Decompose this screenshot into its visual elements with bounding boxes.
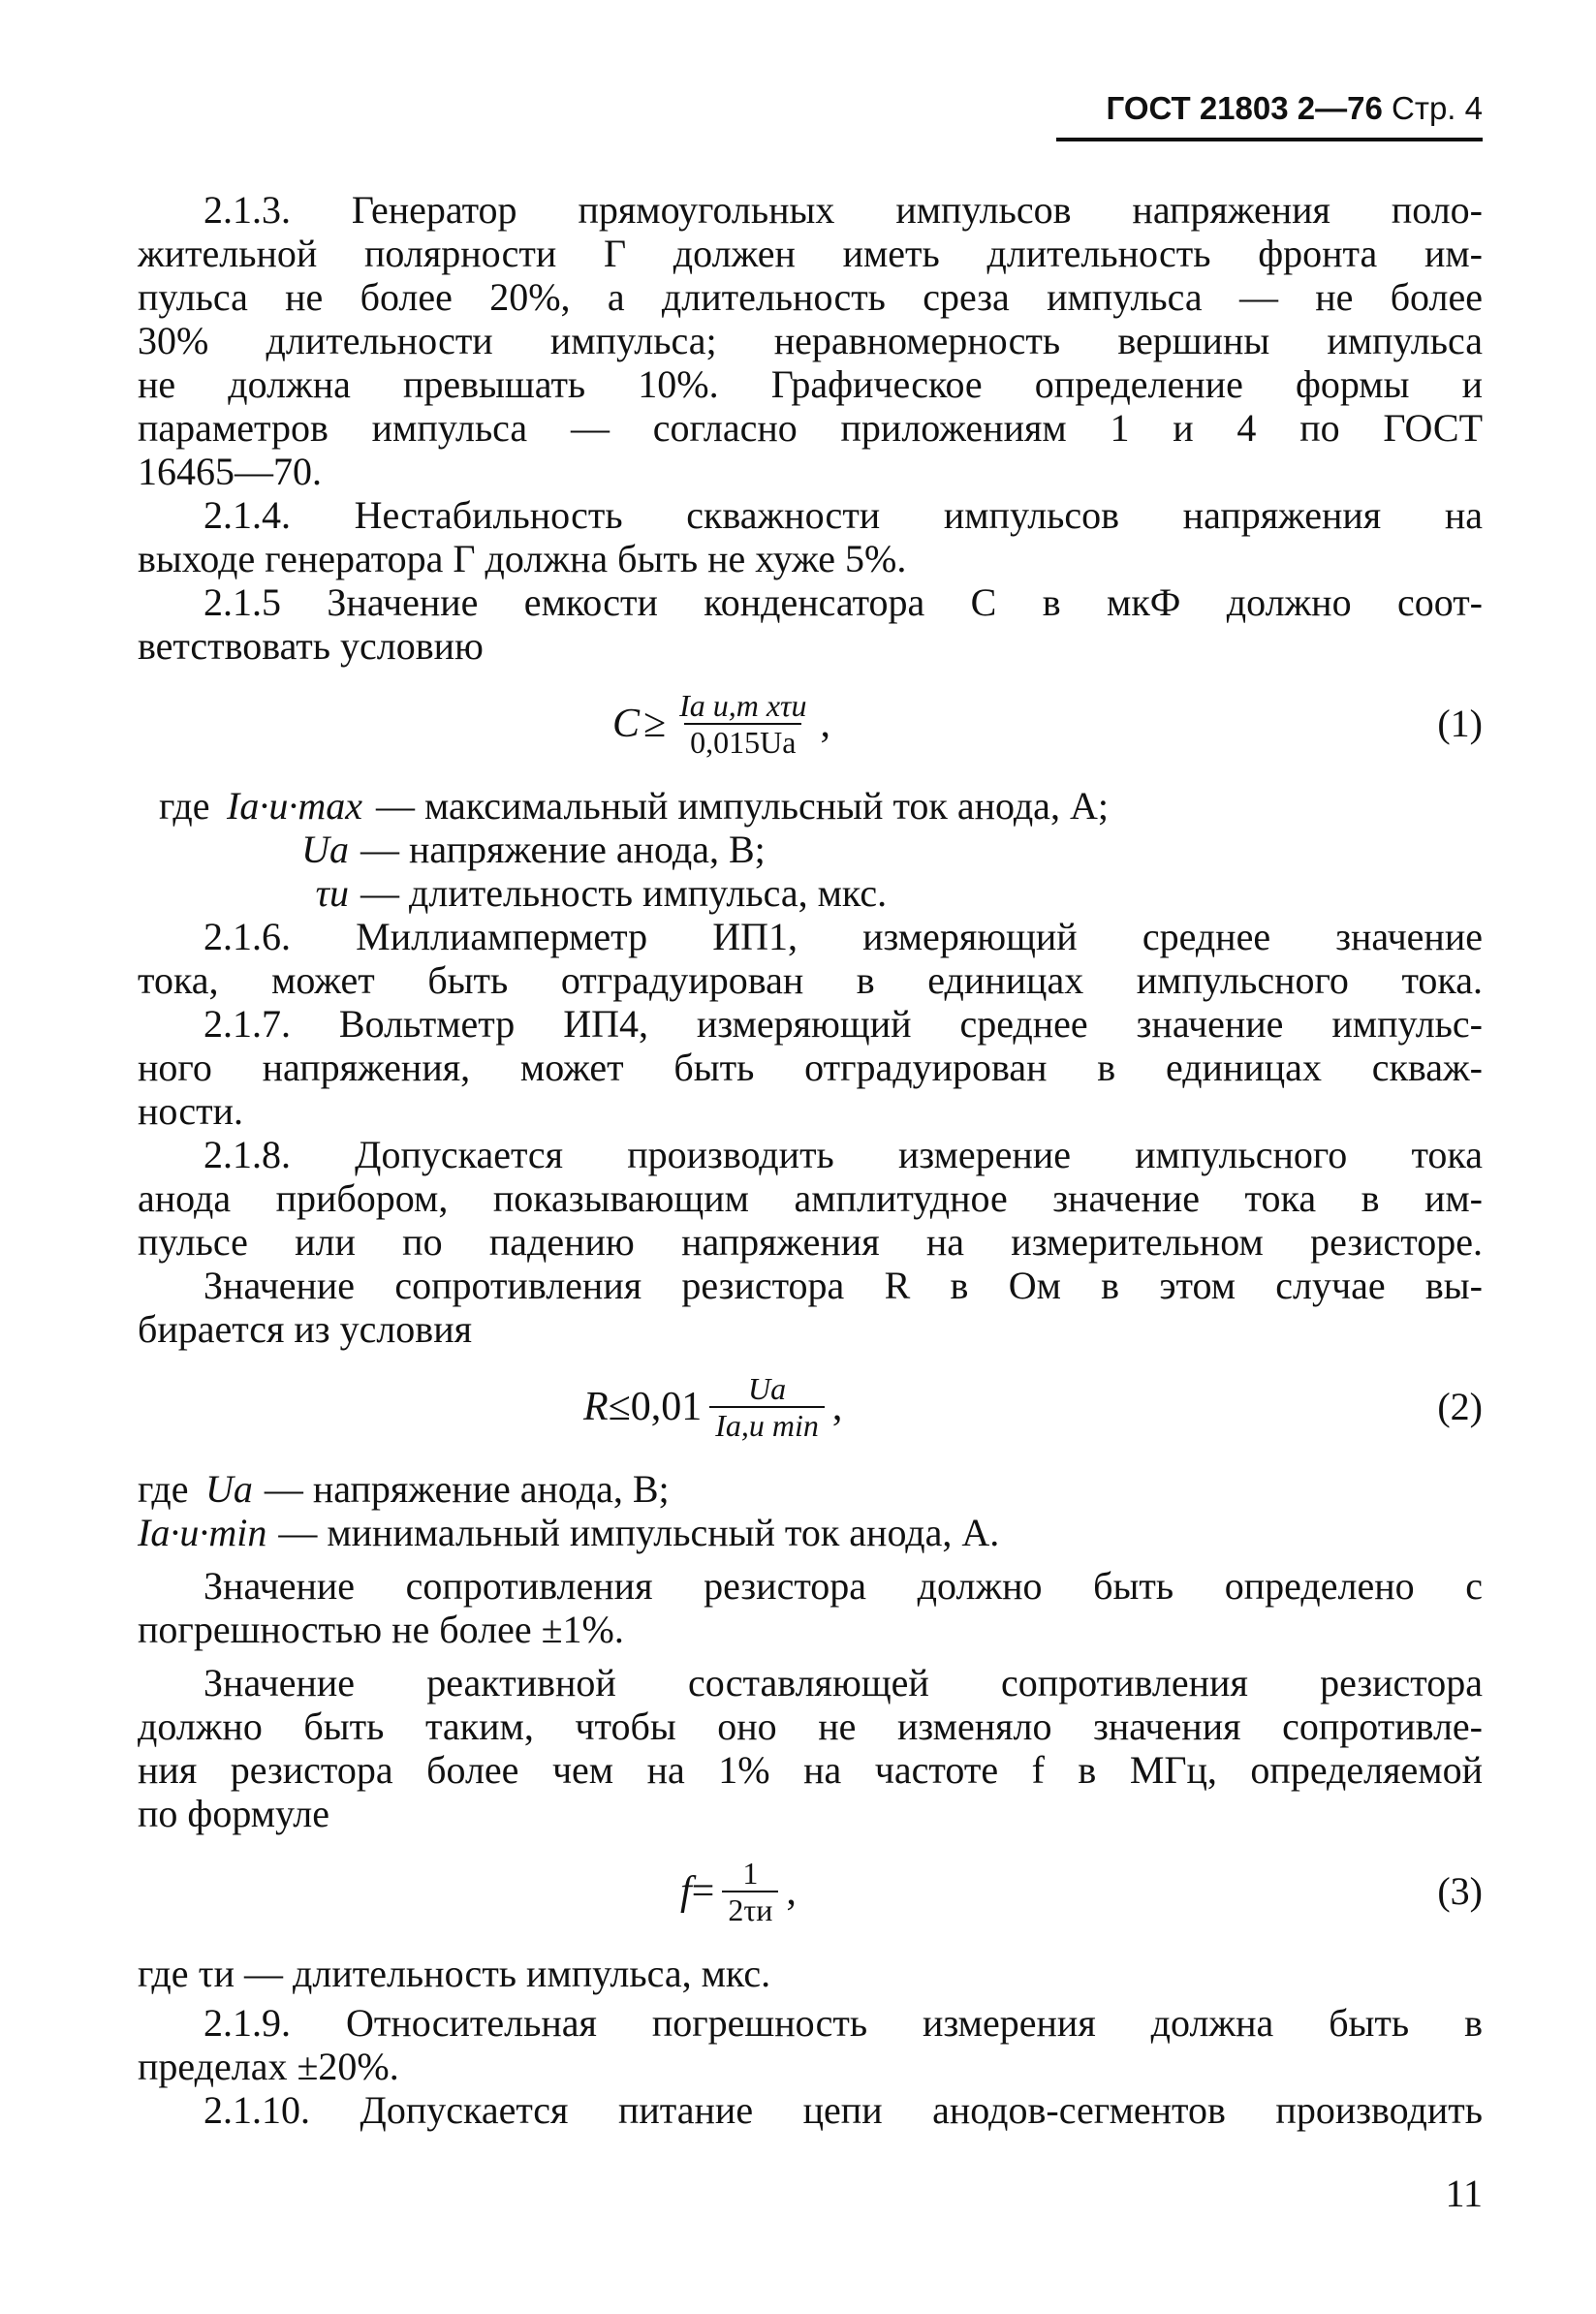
where-symbol: Uа (301, 828, 349, 871)
formula-1 (138, 677, 1483, 770)
page-number: 11 (1445, 2172, 1483, 2215)
where-symbol: Iа·и·max (227, 784, 362, 828)
text-line: ния резистора более чем на 1% на частоте f в МГц, определяемой (138, 1748, 1483, 1792)
text-line: Значение сопротивления резистора R в Ом в этом случае вы- (203, 1264, 1483, 1307)
text-line: пульсе или по падению напряжения на измерительном резисторе. (138, 1220, 1483, 1264)
text-line: 2.1.6. Миллиамперметр ИП1, измеряющий среднее значение (203, 915, 1483, 958)
formula-1-numerator: Iа и,m xτи (679, 688, 807, 723)
formula-2-numerator: Uа (747, 1371, 787, 1406)
text-line: по формуле (138, 1792, 329, 1835)
text-line: ности. (138, 1089, 244, 1133)
where-prefix: где (159, 784, 210, 828)
where-text: — напряжение анода, В; (264, 1467, 670, 1511)
paragraph-2-1-9 (138, 2001, 1483, 2088)
paragraph-2-1-4 (138, 493, 1483, 580)
text-line: пульса не более 20%, а длительность среза импульса — не более (138, 275, 1483, 319)
where-prefix: где (138, 1467, 189, 1511)
formula-3-numerator: 1 (742, 1856, 759, 1891)
where-symbol: τи (315, 871, 349, 915)
text-line: пределах ±20%. (138, 2045, 399, 2088)
text-line: 16465—70. (138, 450, 322, 493)
paragraph-2-1-6 (138, 915, 1483, 1002)
formula-2-end: , (831, 1384, 843, 1429)
formula-3-relation: = (691, 1868, 715, 1914)
paragraph-2-1-8 (138, 1133, 1483, 1264)
formula-2-denominator: Iа,и min (709, 1406, 825, 1443)
equation-number-2: (2) (1437, 1385, 1483, 1428)
where-row (159, 784, 1483, 828)
formula-1-relation: ≥ (643, 701, 667, 746)
paragraph-resistor-accuracy (138, 1564, 1483, 1651)
page-header (1056, 79, 1483, 141)
text-line: 2.1.5 Значение емкости конденсатора С в мкФ должно соот- (203, 580, 1483, 624)
formula-3-end: , (786, 1868, 797, 1914)
where-list-1 (138, 784, 1483, 915)
where-row (138, 1511, 1483, 1554)
formula-1-end: , (820, 701, 830, 746)
text-line: 2.1.10. Допускается питание цепи анодов-сегментов производить (203, 2088, 1483, 2132)
equation-number-3: (3) (1437, 1869, 1483, 1913)
text-line: ветствовать условию (138, 624, 484, 668)
text-line: 2.1.8. Допускается производить измерение импульсного тока (203, 1133, 1483, 1176)
where-row (138, 1467, 1483, 1511)
text-line: ного напряжения, может быть отградуирован в единицах скваж- (138, 1046, 1483, 1089)
where-text: — минимальный импульсный ток анода, А. (278, 1511, 1000, 1554)
text-line: 2.1.7. Вольтметр ИП4, измеряющий среднее значение импульс- (203, 1002, 1483, 1046)
standard-code: ГОСТ 21803 2—76 (1106, 90, 1383, 126)
paragraph-2-1-7 (138, 1002, 1483, 1133)
paragraph-2-1-3 (138, 188, 1483, 493)
formula-1-expression (612, 677, 830, 770)
where-symbol: Iа·и·min (138, 1511, 267, 1554)
text-line: жительной полярности Г должен иметь длительность фронта им- (138, 232, 1483, 275)
formula-3-denominator: 2τи (722, 1891, 778, 1927)
paragraph-2-1-10 (138, 2088, 1483, 2132)
formula-2-relation: ≤0,01 (608, 1384, 703, 1429)
paragraph-reactive-component (138, 1661, 1483, 1835)
where-row (159, 828, 1483, 871)
formula-3 (138, 1845, 1483, 1938)
text-line: 2.1.3. Генератор прямоугольных импульсов напряжения поло- (203, 188, 1483, 232)
formula-2-lhs: R (583, 1384, 609, 1429)
text-line: Значение реактивной составляющей сопротивления резистора (203, 1661, 1483, 1704)
document-body (138, 188, 1483, 2132)
where-text: — максимальный импульсный ток анода, А; (376, 784, 1109, 828)
text-line: 2.1.9. Относительная погрешность измерения должна быть в (203, 2001, 1483, 2045)
formula-3-fraction (722, 1856, 778, 1927)
formula-2-fraction (709, 1371, 825, 1443)
where-row (159, 871, 1483, 915)
text-line: анода прибором, показывающим амплитудное значение тока в им- (138, 1176, 1483, 1220)
formula-3-expression (680, 1845, 797, 1938)
formula-2 (138, 1360, 1483, 1454)
page-label: Стр. 4 (1392, 90, 1483, 126)
where-text: — напряжение анода, В; (360, 828, 766, 871)
text-line: 2.1.4. Нестабильность скважности импульсов напряжения на (203, 493, 1483, 537)
text-line: параметров импульса — согласно приложениям 1 и 4 по ГОСТ (138, 406, 1483, 450)
where-list-2 (138, 1467, 1483, 1554)
where-symbol: Uа (205, 1467, 253, 1511)
where-text: — длительность импульса, мкс. (360, 871, 888, 915)
equation-number-1: (1) (1437, 702, 1483, 745)
formula-1-fraction (673, 688, 812, 760)
formula-1-denominator: 0,015Uа (684, 723, 801, 760)
where-line-3: где τи — длительность импульса, мкс. (138, 1952, 771, 1995)
text-line: Значение сопротивления резистора должно быть определено с (203, 1564, 1483, 1608)
formula-3-lhs: f (680, 1868, 692, 1914)
text-line: выходе генератора Г должна быть не хуже 5%. (138, 537, 907, 580)
paragraph-2-1-8-resistor (138, 1264, 1483, 1351)
text-line: не должна превышать 10%. Графическое определение формы и (138, 362, 1483, 406)
text-line: должно быть таким, чтобы оно не изменяло значения сопротивле- (138, 1704, 1483, 1748)
text-line: 30% длительности импульса; неравномерность вершины импульса (138, 319, 1483, 362)
formula-1-lhs: C (612, 701, 641, 746)
formula-2-expression (583, 1360, 842, 1454)
text-line: погрешностью не более ±1%. (138, 1608, 624, 1651)
text-line: бирается из условия (138, 1307, 472, 1351)
text-line: тока, может быть отградуирован в единицах импульсного тока. (138, 958, 1483, 1002)
paragraph-2-1-5 (138, 580, 1483, 668)
